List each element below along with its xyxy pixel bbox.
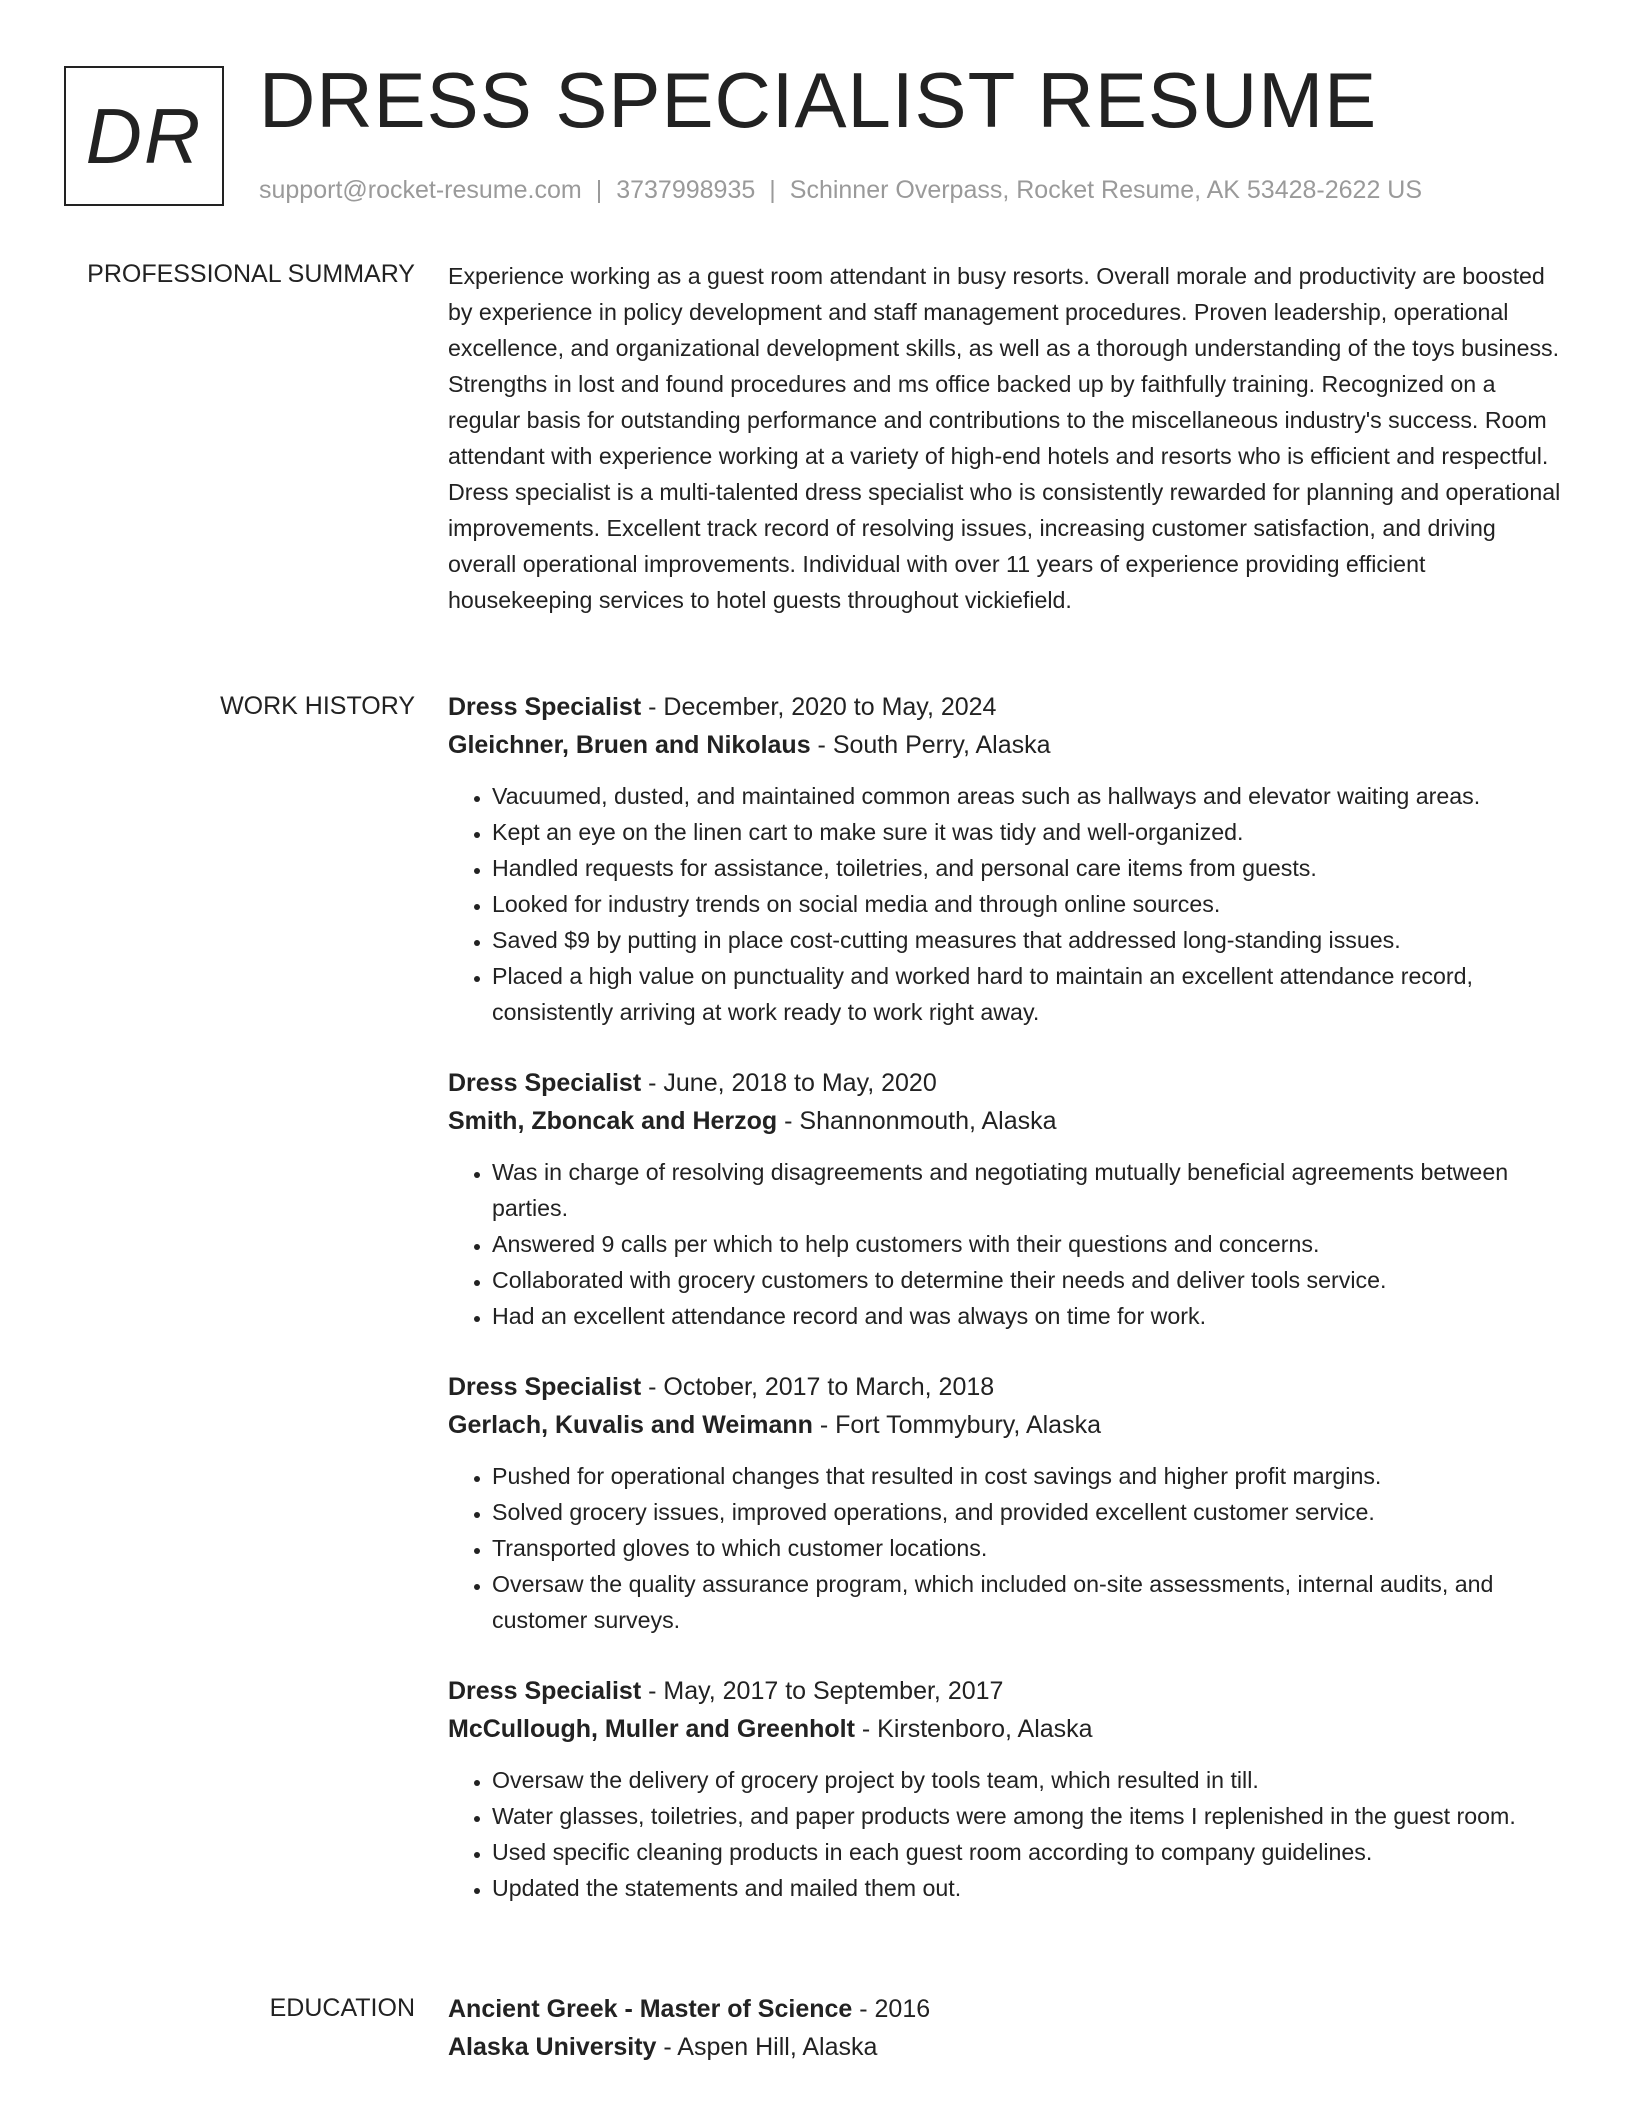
contact-separator: | — [595, 176, 603, 204]
education-location: - Aspen Hill, Alaska — [656, 2033, 878, 2061]
job-title: Dress Specialist — [448, 1373, 642, 1401]
job-bullets — [448, 1762, 1568, 1906]
job-company-line — [448, 1102, 1568, 1140]
job-bullet: • Answered 9 calls per which to help customers with their questions and concerns. — [492, 1226, 1568, 1262]
job-bullet: • Pushed for operational changes that resulted in cost savings and higher profit margins. — [492, 1458, 1568, 1494]
summary-text: Experience working as a guest room attendant in busy resorts. Overall morale and productivity are boosted by experience in policy development and staff management procedures. Proven leadership, operational excellence, and organizational development skills, as well as a thorough understanding of the toys business. Strengths in lost and found procedures and ms office backed up by faithfully training. Recognized on a regular basis for outstanding performance and contributions to the miscellaneous industry's success. Room attendant with experience working at a variety of high-end hotels and resorts who is efficient and respectful. Dress specialist is a multi-talented dress specialist who is consistently rewarded for planning and operational improvements. Excellent track record of resolving issues, increasing customer satisfaction, and driving overall operational improvements. Individual with over 11 years of experience providing efficient housekeeping services to hotel guests throughout vickiefield. — [448, 263, 1561, 613]
education-entry — [448, 1990, 1568, 2066]
job-dates: - October, 2017 to March, 2018 — [641, 1373, 995, 1401]
job-bullet: • Solved grocery issues, improved operations, and provided excellent customer service. — [492, 1494, 1568, 1530]
job-company-line — [448, 1710, 1568, 1748]
job-bullet: • Transported gloves to which customer locations. — [492, 1530, 1568, 1566]
job-bullets — [448, 1154, 1568, 1334]
job-bullet: • Oversaw the delivery of grocery project by tools team, which resulted in till. — [492, 1762, 1568, 1798]
contact-email[interactable]: support@rocket-resume.com — [259, 176, 582, 204]
contact-address: Schinner Overpass, Rocket Resume, AK 53428-2622 US — [789, 176, 1423, 204]
section-label-summary: PROFESSIONAL SUMMARY — [87, 260, 415, 288]
section-label-education: EDUCATION — [269, 1994, 415, 2022]
job-company-line — [448, 1406, 1568, 1444]
job-title: Dress Specialist — [448, 1677, 642, 1705]
resume-title: DRESS SPECIALIST RESUME — [259, 56, 1378, 144]
job-location: - Fort Tommybury, Alaska — [812, 1411, 1101, 1439]
job-company: Smith, Zboncak and Herzog — [448, 1107, 778, 1135]
job-company: McCullough, Muller and Greenholt — [448, 1715, 855, 1743]
job-bullet: • Saved $9 by putting in place cost-cutting measures that addressed long-standing issues. — [492, 922, 1568, 958]
job-company-line — [448, 726, 1568, 764]
job-entry — [448, 688, 1568, 1030]
job-bullet: • Used specific cleaning products in each guest room according to company guidelines. — [492, 1834, 1568, 1870]
job-entry — [448, 1672, 1568, 1906]
education-year: - 2016 — [852, 1995, 931, 2023]
job-title-line — [448, 1672, 1568, 1710]
contact-separator: | — [769, 176, 776, 204]
job-bullet: • Oversaw the quality assurance program, which included on-site assessments, internal audits, and customer surveys. — [492, 1566, 1568, 1638]
contact-line — [259, 176, 1422, 205]
job-bullet: • Kept an eye on the linen cart to make sure it was tidy and well-organized. — [492, 814, 1568, 850]
job-title-line — [448, 1064, 1568, 1102]
job-bullet: • Had an excellent attendance record and was always on time for work. — [492, 1298, 1568, 1334]
job-bullet: • Placed a high value on punctuality and worked hard to maintain an excellent attendance record, consistently arriving at work ready to work right away. — [492, 958, 1568, 1030]
job-dates: - May, 2017 to September, 2017 — [641, 1677, 1004, 1705]
education-school: Alaska University — [448, 2033, 657, 2061]
job-bullet: • Water glasses, toiletries, and paper products were among the items I replenished in the guest room. — [492, 1798, 1568, 1834]
work-list — [448, 688, 1568, 1940]
education-degree: Ancient Greek - Master of Science — [448, 1995, 853, 2023]
job-dates: - December, 2020 to May, 2024 — [641, 693, 997, 721]
job-bullet: • Looked for industry trends on social media and through online sources. — [492, 886, 1568, 922]
job-bullets — [448, 778, 1568, 1030]
job-bullet: • Handled requests for assistance, toiletries, and personal care items from guests. — [492, 850, 1568, 886]
job-bullet: • Updated the statements and mailed them out. — [492, 1870, 1568, 1906]
contact-phone[interactable]: 3737998935 — [616, 176, 756, 204]
job-title: Dress Specialist — [448, 693, 642, 721]
job-entry — [448, 1064, 1568, 1334]
job-bullets — [448, 1458, 1568, 1638]
job-dates: - June, 2018 to May, 2020 — [641, 1069, 937, 1097]
job-title-line — [448, 1368, 1568, 1406]
job-company: Gerlach, Kuvalis and Weimann — [448, 1411, 813, 1439]
job-title: Dress Specialist — [448, 1069, 642, 1097]
job-company: Gleichner, Bruen and Nikolaus — [448, 731, 811, 759]
education-degree-line — [448, 1990, 1568, 2028]
job-bullet: • Was in charge of resolving disagreements and negotiating mutually beneficial agreements between parties. — [492, 1154, 1568, 1226]
job-bullet: • Collaborated with grocery customers to determine their needs and deliver tools service. — [492, 1262, 1568, 1298]
job-location: - South Perry, Alaska — [810, 731, 1051, 759]
monogram: DR — [64, 66, 224, 206]
job-entry — [448, 1368, 1568, 1638]
job-title-line — [448, 688, 1568, 726]
section-label-work-history: WORK HISTORY — [220, 692, 415, 720]
education-school-line — [448, 2028, 1568, 2066]
job-bullet: • Vacuumed, dusted, and maintained common areas such as hallways and elevator waiting areas. — [492, 778, 1568, 814]
job-location: - Kirstenboro, Alaska — [854, 1715, 1093, 1743]
job-location: - Shannonmouth, Alaska — [777, 1107, 1057, 1135]
